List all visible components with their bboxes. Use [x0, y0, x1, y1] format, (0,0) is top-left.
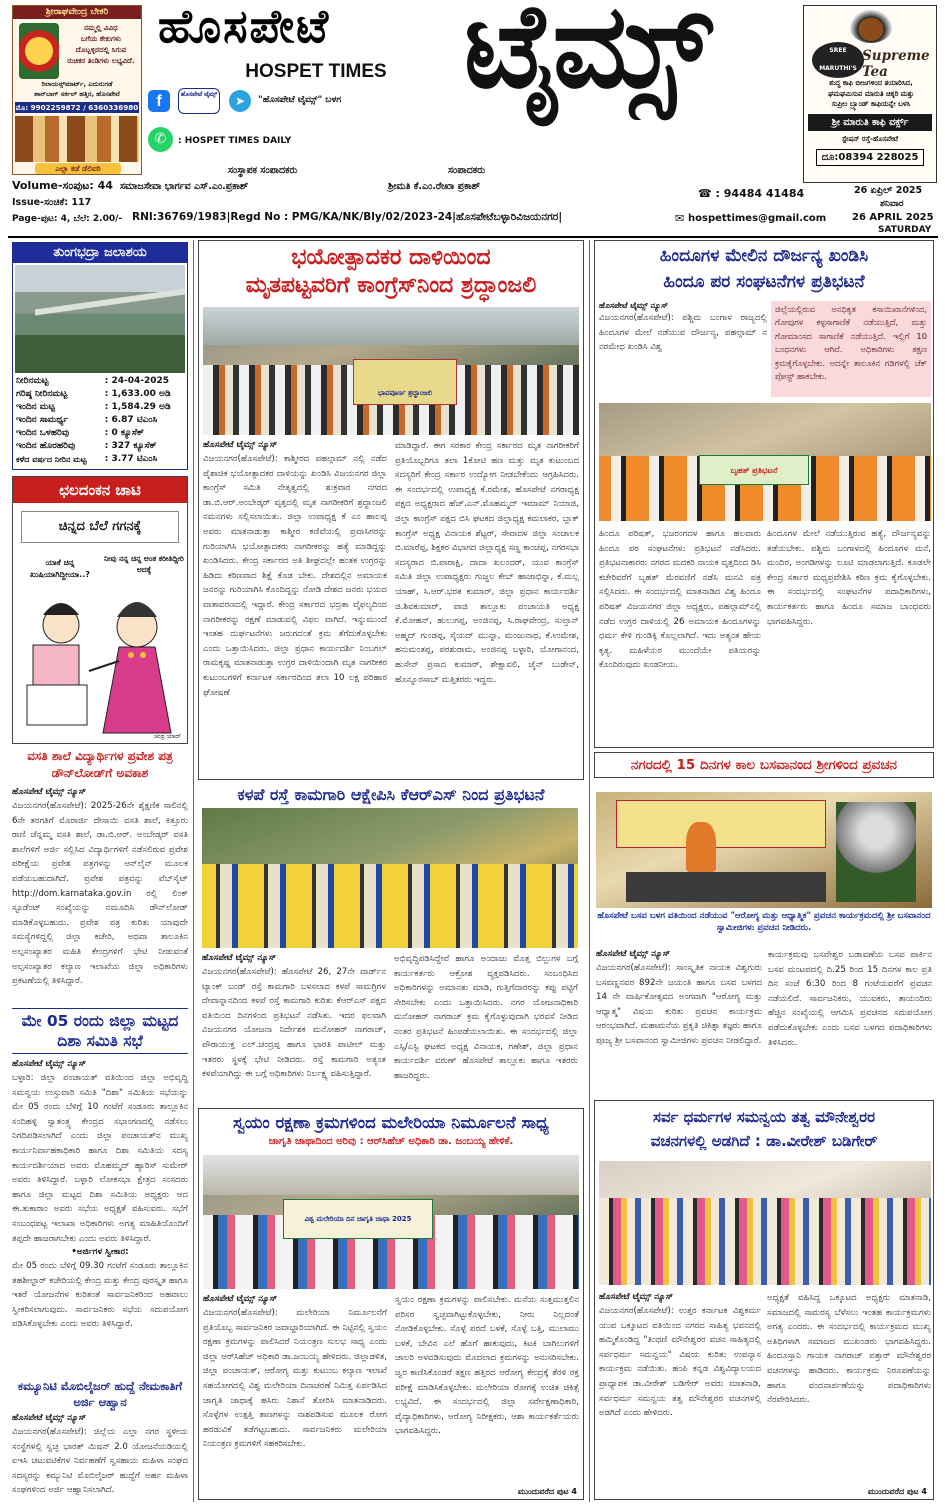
hindu-banner: ಬೃಹತ್ ಪ್ರತಿಭಟನೆ [699, 455, 809, 485]
whatsapp-icon[interactable]: ✆ [148, 127, 173, 152]
cartoon-title: ಚಿನ್ನದ ಬೆಲೆ ಗಗನಕ್ಕೆ [21, 511, 179, 543]
krs-col-2: ಅಭಿವೃದ್ಧಿಪಡಿಸಿದ್ದೇವೆ ಹಾಗೂ ಅಂದಾಜು ಮೊತ್ತ ಬಿಲ್ಲುಗಳ ಬಗ್ಗೆ ಕಾರ್ಯಕರ್ತರು ಆಕ್ರೋಶ ವ್ಯಕ್ತಪಡಿಸಿದರು. ಸಂಬಂಧಿಸಿದ ಅಧಿಕಾರಿಗಳನ್ನು ಅಮಾನತು ಮಾಡಿ, ಗುತ್ತಿಗೆದಾರರನ್ನು ಕಪ್ಪು ಪಟ್ಟಿಗೆ ಸೇರಿಸಬೇಕು ಎಂದು ಒತ್ತಾಯಿಸಿದರು. ನಗರ ಯೋಜನಾಧಿಕಾರಿ ಮನೋಹರ್ ನಾಗರಾಜ್ ಕ್ರಮ ಕೈಗೊಳ್ಳುವುದಾಗಿ ಭರವಸೆ ನೀಡಿದ ನಂತರ ಪ್ರತಿಭಟನೆ ಹಿಂಪಡೆಯಲಾಯಿತು. ಈ ಸಂದರ್ಭದಲ್ಲಿ ಜಿಲ್ಲಾ ಎಸ್ಸಿ/ಎಸ್ಟಿ ಘಟಕದ ಅಧ್ಯಕ್ಷ ವಿನಾಯಕ, ಗಣೇಶ್, ಜಿಲ್ಲಾ ಪ್ರಧಾನ ಕಾರ್ಯದರ್ಶಿ ವರುಣ್ ಹೊಸಪೇಟೆ ತಾಲ್ಲೂಕು ಹಾಗೂ ಇತರರು ಹಾಜರಿದ್ದರು. [394, 954, 578, 1081]
vachana-headline-2: ವಚನಗಳಲ್ಲಿ ಅಡಗಿದೆ : ಡಾ.ವೀರೇಶ್ ಬಡಿಗೇರ್ [650, 1132, 878, 1150]
date-kannada: 26 ಏಪ್ರಿಲ್ 2025 [854, 185, 923, 196]
hostel-title: ವಸತಿ ಶಾಲೆ ವಿದ್ಯಾರ್ಥಿಗಳ ಪ್ರವೇಶ ಪತ್ರ ಡೌನ್‌ಲೋಡ್‌ಗೆ ಅವಕಾಶ [27, 749, 173, 780]
congress-headline-1: ಭಯೋತ್ಪಾದಕರ ದಾಳಿಯಿಂದ [291, 245, 491, 270]
hindu-col-2: ಹಿಂದೂಗಳ ಮೇಲೆ ನಡೆಯುತ್ತಿರುವ ಹತ್ಯೆ, ದೌರ್ಜನ್ಯವನ್ನು ತಡೆಯಬೇಕು. ಪಶ್ಚಿಮ ಬಂಗಾಳದಲ್ಲಿ ಹಿಂದೂಗಳ ಮನೆ, ಮಂದಿರ, ಅಂಗಡಿಗಳನ್ನು ಲೂಟಿ ಮಾಡಲಾಗುತ್ತಿದೆ. ಕೂಡಲೇ ಕೇಂದ್ರ ಸರ್ಕಾರ ಮಧ್ಯಪ್ರವೇಶಿಸಿ ಕಠಿಣ ಕ್ರಮ ಕೈಗೊಳ್ಳಬೇಕು. ಈ ಸಂದರ್ಭದಲ್ಲಿ ಸಂಘಟನೆಗಳ ಪದಾಧಿಕಾರಿಗಳು, ಕಾರ್ಯಕರ್ತರು ಹಾಗೂ ಹಿಂದೂ ಸಮಾಜ ಬಾಂಧವರು ಭಾಗವಹಿಸಿದ್ದರು. [767, 529, 931, 627]
tea-line: ಘಮಘಮಿಸುವ ಮಾರುತಿ ಚಿಕ್ಕರಿ ಮತ್ತು [828, 89, 914, 98]
malaria-col-2: ಸ್ವಯಂ ರಕ್ಷಣಾ ಕ್ರಮಗಳನ್ನು ಪಾಲಿಸಬೇಕು. ಮನೆಯ ಸುತ್ತಮುತ್ತಲಿನ ಪರಿಸರ ಸ್ವಚ್ಛವಾಗಿಟ್ಟುಕೊಳ್ಳಬೇಕು, ನೀರು ನಿಲ್ಲದಂತೆ ನೋಡಿಕೊಳ್ಳಬೇಕು. ಸೊಳ್ಳೆ ಪರದೆ ಬಳಕೆ, ಸೊಳ್ಳೆ ಬತ್ತಿ, ಮುಲಾಮು ಬಳಕೆ, ಬೇವಿನ ಎಲೆ ಹೊಗೆ ಹಾಕುವುದು, ಕಿಟಕಿ ಬಾಗಿಲುಗಳಿಗೆ ಜಾಲರಿ ಅಳವಡಿಸುವುದು ಮೊದಲಾದ ಕ್ರಮಗಳನ್ನು ಅನುಸರಿಸಬೇಕು. ಜ್ವರ ಕಾಣಿಸಿಕೊಂಡರೆ ತಕ್ಷಣ ಹತ್ತಿರದ ಆರೋಗ್ಯ ಕೇಂದ್ರಕ್ಕೆ ತೆರಳಿ ರಕ್ತ ಪರೀಕ್ಷೆ ಮಾಡಿಸಿಕೊಳ್ಳಬೇಕು. ಮಲೇರಿಯಾ ರೋಗಕ್ಕೆ ಉಚಿತ ಚಿಕಿತ್ಸೆ ಲಭ್ಯವಿದೆ. ಈ ಸಂದರ್ಭದಲ್ಲಿ ಜಿಲ್ಲಾ ಸರ್ವೇಕ್ಷಣಾಧಿಕಾರಿ, ವೈದ್ಯಾಧಿಕಾರಿಗಳು, ಆರೋಗ್ಯ ನಿರೀಕ್ಷಕರು, ಆಶಾ ಕಾರ್ಯಕರ್ತೆಯರು ಭಾಗವಹಿಸಿದ್ದರು. [395, 1295, 579, 1437]
congress-headline-2: ಮೃತಪಟ್ಟವರಿಗೆ ಕಾಂಗ್ರೆಸ್‌ನಿಂದ ಶ್ರದ್ಧಾಂಜಲಿ [245, 273, 537, 298]
bakery-line: ದೊಬ್ಬಳ್ಳಿರದಲ್ಲಿ ಸಿಗುವ [75, 45, 127, 54]
bakery-ad-title: ಶ್ರೀರಾಘವೇಂದ್ರ ಬೇಕರಿ [13, 6, 141, 19]
malaria-photo [203, 1155, 579, 1289]
column-divider-right [589, 240, 590, 1502]
malaria-col-1: ವಿಜಯನಗರ(ಹೊಸಪೇಟೆ): ಮಲೇರಿಯಾ ನಿರ್ಮೂಲನೆಗೆ ಪ್ರತಿಯೊಬ್ಬ ಸಾರ್ವಜನಿಕರ ಜವಾಬ್ದಾರಿಯಾಗಿದೆ. ಈ ನಿಟ್ಟಿನಲ್ಲಿ ಸ್ವಯಂ ರಕ್ಷಣಾ ಕ್ರಮಗಳನ್ನು ಪಾಲಿಸಿದರೆ ನಿಯಂತ್ರಣ ಸುಲಭ ಸಾಧ್ಯ ಎಂದು ಜಿಲ್ಲಾ ಆರ್‌ಸಿಹೆಚ್ ಅಧಿಕಾರಿ ಡಾ.ಜಂಬಯ್ಯ ಹೇಳಿದರು. ಜಿಲ್ಲಾಡಳಿತ, ಜಿಲ್ಲಾ ಪಂಚಾಯತ್, ಆರೋಗ್ಯ ಮತ್ತು ಕುಟುಂಬ ಕಲ್ಯಾಣ ಇಲಾಖೆ ಸಹಯೋಗದಲ್ಲಿ ವಿಶ್ವ ಮಲೇರಿಯಾ ದಿನಾಚರಣೆ ನಿಮಿತ್ತ ಏರ್ಪಡಿಸಿದ ಜಾಗೃತಿ ಜಾಥಾಕ್ಕೆ ಹಸಿರು ನಿಶಾನೆ ತೋರಿಸಿ ಮಾತನಾಡಿದರು. ಸೊಳ್ಳೆಗಳ ಉತ್ಪತ್ತಿ ತಾಣಗಳನ್ನು ನಾಶಪಡಿಸುವ ಮೂಲಕ ರೋಗ ಹರಡುವಿಕೆ ತಡೆಗಟ್ಟಬಹುದು. ಸಾರ್ವಜನಿಕರು ಮಲೇರಿಯಾ ನಿಯಂತ್ರಣ ಕ್ರಮಗಳಿಗೆ ಸಹಕರಿಸಬೇಕು. [203, 1308, 387, 1450]
dam-photo [15, 265, 185, 373]
disha-body-2: ಮೇ 05 ರಂದು ಬೆಳಿಗ್ಗೆ 09.30 ಗಂಟೆಗೆ ಸಂಡೂರು ತಾಲ್ಲೂಕಿನ ತಹಶೀಲ್ದಾರ್ ಕಚೇರಿಯಲ್ಲಿ ಕೇಂದ್ರ ಮತ್ತು ಕೇಂದ್ರ ಪುರಸ್ಕೃತ ಹಾಗೂ ಇತರೆ ಯೋಜನೆಗಳ ಕುರಿತಂತೆ ಸಾರ್ವಜನಿಕರಿಂದ ಅಹವಾಲು ಸ್ವೀಕರಿಸಲಾಗುವುದು. ಸಾರ್ವಜನಿಕರು ಸಭೆಯ ಸದುಪಯೋಗ ಪಡಿಸಿಕೊಳ್ಳಬೇಕು ಎಂದು ಅವರು ತಿಳಿಸಿದ್ದಾರೆ. [12, 1261, 188, 1330]
founder-name: ಸಮಾಜಸೇವಾ ಭಾರ್ಗವ ಎಸ್.ಎಂ.ಪ್ರಕಾಶ್ [120, 181, 249, 192]
cartoon-bubble-2: ನೀವು ನನ್ನ ಚಿನ್ನ ಅಂತ ಕರೀತಿದ್ದೀರಿ ಅದಕ್ಕೆ [104, 554, 184, 574]
hindu-headline-1: ಹಿಂದೂಗಳ ಮೇಲಿನ ದೌರ್ಜನ್ಯ ಖಂಡಿಸಿ [659, 246, 869, 266]
vachana-col-2: ಅಧ್ಯಕ್ಷತೆ ವಹಿಸಿದ್ದ ಒಕ್ಕೂಟದ ಅಧ್ಯಕ್ಷರು ಮಾತನಾಡಿ, ಸಮಾಜದಲ್ಲಿ ಸಾಮರಸ್ಯ ಬೆಳೆಸಲು ಇಂತಹ ಕಾರ್ಯಕ್ರಮಗಳು ಅಗತ್ಯ ಎಂದರು. ಈ ಸಂದರ್ಭದಲ್ಲಿ ಕಾರ್ಯಕ್ರಮದ ಮುಖ್ಯ ಅತಿಥಿಗಳಾಗಿ ಸಮಾಜದ ಮುಖಂಡರು ಭಾಗವಹಿಸಿದ್ದರು. ಹಿಂದೂಸ್ತಾನಿ ಗಾಯಕ ನಾಗರಾಜ್ ಪತ್ತಾರ್ ಮೌನೇಶ್ವರರ ವಚನಗಳನ್ನು ಹಾಡಿದರು. ಕಾರ್ಯಕ್ರಮ ನಿರೂಪಣೆಯನ್ನು ಹಾಗೂ ವಂದನಾರ್ಪಣೆಯನ್ನು ಪದಾಧಿಕಾರಿಗಳು ನೆರವೇರಿಸಿದರು. [767, 1293, 931, 1406]
table-row: ಇಂದಿನ ಒಳಹರಿವು : 0 ಕ್ಯೂಸೆಕ್ [16, 428, 145, 438]
tea-address: ಸ್ಟೇಷನ್ ರಸ್ತೆ-ಹೊಸಪೇಟೆ [841, 135, 899, 143]
vachana-photo [599, 1161, 931, 1285]
hindu-col-1: ಹಿಂದೂ ಪರಿಷತ್, ಭಜರಂಗದಳ ಹಾಗೂ ಹಲವಾರು ಹಿಂದೂ ಪರ ಸಂಘಟನೆಗಳು ಪ್ರತಿಭಟನೆ ನಡೆಸಿದರು. ಪ್ರತಿಭಟನಾಕಾರರು ನಗರದ ಮದಕರಿ ನಾಯಕ ವೃತ್ತದಿಂದ ಡಿಸಿ ಕಚೇರಿವರೆಗೆ ಬೃಹತ್ ಮೆರವಣಿಗೆ ನಡೆಸಿ ಮನವಿ ಪತ್ರ ಸಲ್ಲಿಸಿದರು. ಈ ಸಂದರ್ಭದಲ್ಲಿ ಮಾತನಾಡಿದ ವಿಶ್ವ ಹಿಂದೂ ಪರಿಷತ್ ವಿಜಯನಗರ ಜಿಲ್ಲಾ ಅಧ್ಯಕ್ಷರು, ಪಹಲ್ಗಾಮ್‌ನಲ್ಲಿ ನಡೆದ ಉಗ್ರರ ದಾಳಿಯಲ್ಲಿ 26 ಅಮಾಯಕ ಹಿಂದೂಗಳನ್ನು ಧರ್ಮ ಕೇಳಿ ಗುಂಡಿಕ್ಕಿ ಕೊಲ್ಲಲಾಗಿದೆ. ಇದು ಅತ್ಯಂತ ಹೇಯ ಕೃತ್ಯ. ಮಹಿಳೆಯರ ಮುಂದೆಯೇ ಪತಿಯರನ್ನು ಕೊಂದಿರುವುದು ಖಂಡನೀಯ. [599, 529, 761, 671]
basava-col-1: ವಿಜಯನಗರ(ಹೊಸಪೇಟೆ): ಸಾಂಸ್ಕೃತಿಕ ನಾಯಕ ವಿಶ್ವಗುರು ಬಸವಣ್ಣನವರ 892ನೇ ಜಯಂತಿ ಹಾಗೂ ಬಸವ ಬಳಗದ 14 ನೇ ವಾರ್ಷಿಕೋತ್ಸವದ ಅಂಗವಾಗಿ "ಆರೋಗ್ಯ ಮತ್ತು ಆಧ್ಯಾತ್ಮ" ವಿಷಯ ಕುರಿತು ಪ್ರವಚನ ಕಾರ್ಯಕ್ರಮ ಆರಂಭವಾಗಿದೆ. ಮಹಾಮನೆಯ ಪ್ರಕೃತಿ ಚಿಕಿತ್ಸಾ ತಜ್ಞರು ಹಾಗೂ ಪೂಜ್ಯ ಶ್ರೀ ಬಸವಾನಂದ ಸ್ವಾಮೀಜಿಗಳು ಪ್ರವಚನ ನೀಡಲಿದ್ದಾರೆ. [596, 963, 762, 1046]
dam-table [14, 375, 186, 466]
krs-article [198, 784, 584, 1104]
congress-banner: ಭಾವಪೂರ್ಣ ಶ್ರದ್ಧಾಂಜಲಿ [353, 359, 457, 405]
cartoon-bubble-1: ಯಾಕೆ ಚಿನ್ನ ಖುಷಿಯಾಗಿದ್ದೀಯಾ..? [30, 558, 90, 579]
malaria-subheadline: ಜಾಗೃತಿ ಜಾಥಾದಿಂದ ಅರಿವು : ಆರ್‌ಸಿಹೆಚ್ ಅಧಿಕಾರಿ ಡಾ. ಜಂಬಯ್ಯ ಹೇಳಿಕೆ. [268, 1136, 514, 1147]
date-english: 26 APRIL 2025 [852, 212, 934, 223]
column-divider-left [193, 240, 194, 1502]
bakery-address: ರಿಲಾಯನ್ಸ್‌ಮಾರ್ಟ್, ಎದುರುಗಡೆ [41, 80, 113, 88]
vachana-article [594, 1100, 934, 1500]
registration-line: RNI:36769/1983|Regd No : PMG/KA/NK/Bly/02/2023-24|ಹೊಸಪೇಟೆಬಳ್ಳಾರಿವಿಜಯನಗರ| [132, 211, 563, 223]
basava-photo [596, 792, 932, 908]
bakery-address2: ಶಾನ್‌ಬಾಗ್ ಸರ್ಕಲ್ ಹತ್ತಿರ, ಹೊಸಪೇಟೆ [34, 89, 120, 98]
tea-line: ಸುಪ್ರೀಂ ಬ್ರ್ಯಾಂಡ್ ಕಾಫಿಯನ್ನೇ ಬಳಸಿ [831, 100, 911, 108]
congress-byline: ಹೊಸಪೇಟೆ ಟೈಮ್ಸ್ ನ್ಯೂಸ್ [203, 440, 278, 450]
tea-shop: ಶ್ರೀ ಮಾರುತಿ ಕಾಫಿ ವರ್ಕ್ಸ್ [808, 114, 932, 131]
dam-box [12, 242, 188, 470]
mail-icon: ✉ [675, 212, 685, 225]
disha-title: ಮೇ 05 ರಂದು ಜಿಲ್ಲಾ ಮಟ್ಟದ ದಿಶಾ ಸಮಿತಿ ಸಭೆ [12, 1008, 188, 1054]
masthead [8, 0, 938, 237]
day-english: SATURDAY [878, 225, 932, 235]
congress-col-1: ವಿಜಯನಗರ(ಹೊಸಪೇಟೆ): ಕಾಶ್ಮೀರದ ಪಹಲ್ಗಾಮ್ ನಲ್ಲಿ ನಡೆದ ಪೈಶಾಚಿಕ ಭಯೋತ್ಪಾದಕರ ದಾಳಿಯನ್ನು ಖಂಡಿಸಿ ವಿಜಯನಗರ ಜಿಲ್ಲಾ ಕಾಂಗ್ರೆಸ್ ಸಮಿತಿ ನೇತೃತ್ವದಲ್ಲಿ ಶುಕ್ರವಾರ ನಗರದ ಡಾ.ಬಿ.ಆರ್.ಅಂಬೇಡ್ಕರ್ ವೃತ್ತದಲ್ಲಿ ಮೃತ ನಾಗರೀಕರಿಗೆ ಶ್ರದ್ಧಾಂಜಲಿ ನಮನಗಳು ಸಲ್ಲಿಸಲಾಯಿತು. ಜಿಲ್ಲಾ ಉಪಾಧ್ಯಕ್ಷ ಕೆ ಎಂ ಹಾಲಪ್ಪ ಅವರು ಮಾತನಾಡುತ್ತಾ ಕಾಶ್ಮೀರ ಕಣಿವೆಯಲ್ಲಿ ಪ್ರವಾಸಿಗರನ್ನು ಗುರಿಯಾಗಿಸಿ ಭಯೋತ್ಪಾದಕರು ನಾಗರೀಕರನ್ನು ಹತ್ಯೆ ಮಾಡಿದ್ದನ್ನು ಖಂಡಿಸಿದರು. ಕೇಂದ್ರ ಸರ್ಕಾರದ ಅತಿ ಶೀಘ್ರದಲ್ಲೇ ಹಂತಕ ಉಗ್ರರನ್ನು ಹಿಡಿದು ಕಠಿಣವಾದ ಶಿಕ್ಷೆ ಕೊಡ ಬೇಕು. ದೇಶದಲ್ಲಿನ ಅಮಾಯಕ ಜನರನ್ನು ಗುರಿಯಾಗಿಸಿ ಕೊಂದಿದ್ದನ್ನು ನೋಡಿ ದೇಶದ ಜನರು ಭಯದ ವಾತಾವರಣದಲ್ಲಿ ಇದ್ದಾರೆ. ಕೇಂದ್ರ ಸರ್ಕಾರದ ಭದ್ರತಾ ವೈಫಲ್ಯದಿಂದ ನಾಗರೀಕರನ್ನು ರಕ್ಷಣೆ ಮಾಡುವಲ್ಲಿ ವಿಫಲ ವಾಗಿದೆ. ಇನ್ನುಮುಂದೆ ಇಂತಹ ದುರ್ಘಟನೆಗಳು ಜರುಗದಂತೆ ಕ್ರಮ ತೆಗೆದುಕೊಳ್ಳಬೇಕು ಎಂದು ಒತ್ತಾಯಿಸಿದರು. ಜಿಲ್ಲಾ ಪ್ರಧಾನ ಕಾರ್ಯದರ್ಶಿ ನಿಂಬಗಲ್ ರಾಮಕೃಷ್ಣ ಮಾತನಾಡುತ್ತಾ ಉಗ್ರರ ದಾಳಿಯಿಂದಾಗಿ ಮೃತ ನಾಗರೀಕರ ಕುಟುಂಬಗಳಿಗೆ ಕರ್ನಾಟಕ ಸರ್ಕಾರದಿಂದ ತಲಾ 10 ಲಕ್ಷ ಪರಿಹಾರ ಘೋಷಣೆ [203, 454, 387, 698]
hindu-highlight-box: ಜಿಲ್ಲೆಯಲ್ಲಿರುವ ಅನಧಿಕೃತ ಕಸಾಯಿಖಾನೆಗಳಿಂದ, ಗೋವುಗಳ ಕಳ್ಳಸಾಗಾಣಿಕೆ ನಡೆಯುತ್ತಿದೆ, ಮತ್ತು ಗೋಮಾಂಸದ ಸಾಗಾಣಿಕೆ ನಡೆಯುತ್ತಿದೆ. ಇಲ್ಲಿಗೆ 10 ಬಂಧನಗಳು ಆಗಿವೆ. ಅಧಿಕಾರಿಗಳು ತಕ್ಷಣ ಕ್ರಮಕೈಗೊಳ್ಳಬೇಕು. ಅದನ್ನೇ ತಾಲೂಕಿನ ಗಡಿಗಳಲ್ಲಿ ಚೆಕ್ ಪೋಸ್ಟ್ ಹಾಕಬೇಕು. [771, 301, 931, 397]
vachana-col-1: ವಿಜಯನಗರ(ಹೊಸಪೇಟೆ): ಉತ್ತರ ಕರ್ನಾಟಕ ವಿಶ್ವಕರ್ಮ ಯುವ ಒಕ್ಕೂಟದ ವತಿಯಿಂದ ನಗರದ ಸಾಹಿತ್ಯ ಭವನದಲ್ಲಿ ಹಮ್ಮಿಕೊಂಡಿದ್ದ "ತಿಂಥಣಿ ಮೌನೇಶ್ವರರ ವಚನ ಸಾಹಿತ್ಯದಲ್ಲಿ ಸರ್ವಧರ್ಮ ಸಮನ್ವಯ" ವಿಷಯ ಕುರಿತು ಉಪನ್ಯಾಸ ಕಾರ್ಯಕ್ರಮ ನಡೆಯಿತು. ಹಂಪಿ ಕನ್ನಡ ವಿಶ್ವವಿದ್ಯಾಲಯದ ಪ್ರಾಧ್ಯಾಪಕ ಡಾ.ವೀರೇಶ್ ಬಡಿಗೇರ್ ಅವರು ಮಾತನಾಡಿ, ಸರ್ವಧರ್ಮ ಸಮನ್ವಯ ತತ್ವ ಮೌನೇಶ್ವರರ ವಚನಗಳಲ್ಲಿ ಅಡಗಿದೆ ಎಂದು ಹೇಳಿದರು. [599, 1306, 761, 1419]
telegram-icon[interactable]: ➤ [229, 90, 251, 112]
bakery-phone: ಮೊ: 9902259872 / 6360336980 [15, 103, 139, 112]
disha-body: ಬಳ್ಳಾರಿ: ಜಿಲ್ಲಾ ಪಂಚಾಯತ್ ವತಿಯಿಂದ ಜಿಲ್ಲಾ ಅಭಿವೃದ್ಧಿ ಸಮನ್ವಯ ಉಸ್ತುವಾರಿ ಸಮಿತಿ "ದಿಶಾ" ಸಮಿತಿಯ ಸಭೆಯನ್ನು ಮೇ 05 ರಂದು ಬೆಳಿಗ್ಗೆ 10 ಗಂಟೆಗೆ ಸಂಡೂರು ತಾಲ್ಲೂಕಿನ ಸಂದಿಹಳ್ಳಿ ಸ್ವಾತಂತ್ರ್ಯ ಕೇಂದ್ರದ ಸಭಾಂಗಣದಲ್ಲಿ ನಡೆಸಲು ನಿಗದಿಪಡಿಸಲಾಗಿದೆ ಎಂದು ಜಿಲ್ಲಾ ಪಂಚಾಯತ್‌ನ ಮುಖ್ಯ ಕಾರ್ಯನಿರ್ವಾಹಕಾಧಿಕಾರಿ ಹಾಗೂ ದಿಶಾ ಸಮಿತಿಯ ಸದಸ್ಯ ಕಾರ್ಯದರ್ಶಿಯಾದ ಅವರು ಮೊಹಮ್ಮದ್ ಹ್ಯಾರಿಸ್ ಸುಮೇರ್ ಅವರು ತಿಳಿಸಿದ್ದಾರೆ. ಬಳ್ಳಾರಿ ಲೋಕಸಭಾ ಕ್ಷೇತ್ರದ ಸಂಸದರು ಹಾಗೂ ಜಿಲ್ಲಾ ಮಟ್ಟದ ದಿಶಾ ಸಮಿತಿಯ ಅಧ್ಯಕ್ಷರು ಆದ ಈ.ತುಕಾರಾಂ ಅವರು ಸಭೆಯ ಅಧ್ಯಕ್ಷತೆ ವಹಿಸುವರು. ಸಭೆಗೆ ಸಂಬಂಧಪಟ್ಟ ಇಲಾಖಾ ಅಧಿಕಾರಿಗಳು ಅಗತ್ಯ ಮಾಹಿತಿಯೊಂದಿಗೆ ತಪ್ಪದೇ ಹಾಜರಾಗಬೇಕು ಎಂದು ಅವರು ತಿಳಿಸಿದ್ದಾರೆ. [12, 1073, 188, 1244]
malaria-continued: ಮುಂದುವರೆದ ಪುಟ 4 [517, 1487, 577, 1496]
facebook-icon[interactable]: f [148, 90, 170, 112]
bakery-line: ರುಚಿಕರ ತಿಂಡಿಗಳು ಲಭ್ಯವಿದೆ. [67, 56, 135, 65]
bakery-cakes-photo [15, 116, 139, 162]
day-kannada: ಶನಿವಾರ [880, 199, 904, 209]
masthead-rule [8, 236, 938, 238]
hindu-headline-2: ಹಿಂದೂ ಪರ ಸಂಘಟನೆಗಳ ಪ್ರತಿಭಟನೆ [663, 272, 865, 292]
paper-title-kannada: ಹೊಸಪೇಟೆ [158, 0, 331, 53]
tea-line: ಶುದ್ಧ ಕಾಫಿ ಬೀಜಗಳಿಂದ ತಯಾರಿಸಿದ, [829, 79, 913, 87]
hostel-article [12, 748, 188, 1006]
hindu-article [594, 240, 934, 748]
tea-brand: SREE MARUTHI'S [812, 42, 864, 78]
bakery-ad [12, 5, 142, 175]
bakery-line: ನಮ್ಮಲ್ಲಿ ವಿವಿಧ [84, 23, 118, 32]
congress-photo [203, 307, 579, 435]
bakery-logo [19, 23, 59, 79]
whatsapp-label: : HOSPET TIMES DAILY [178, 136, 292, 146]
tea-phone: ದೂ:08394 228025 [816, 149, 924, 166]
hindu-photo [599, 403, 931, 521]
malaria-byline: ಹೊಸಪೇಟೆ ಟೈಮ್ಸ್ ನ್ಯೂಸ್ [203, 1294, 278, 1304]
table-row: ಗರಿಷ್ಠ ನೀರಿನಮಟ್ಟ : 1,633.00 ಅಡಿ [16, 389, 171, 399]
issue-label: Issue-ಸಂಚಿಕೆ: 117 [12, 197, 92, 208]
vachana-byline: ಹೊಸಪೇಟೆ ಟೈಮ್ಸ್ ನ್ಯೂಸ್ [599, 1292, 674, 1302]
vachana-headline-1: ಸರ್ವ ಧರ್ಮಗಳ ಸಮನ್ವಯ ತತ್ವ ಮೌನೇಶ್ವರರ [652, 1108, 876, 1126]
editor-label: ಸಂಪಾದಕರು [448, 165, 486, 176]
table-row: ನೀರಿನಮಟ್ಟ : 24-04-2025 [16, 376, 170, 386]
community-title: ಕಮ್ಯೂನಿಟಿ ಮೊಬಿಲೈಜರ್ ಹುದ್ದೆ ನೇಮಕಾತಿಗೆ ಅರ್ಜಿ ಆಹ್ವಾನ [17, 1379, 183, 1409]
bakery-line: ಬಗೆಯ ಕೇಕುಗಳು [80, 34, 122, 43]
cartoon-artist: ಚಂದ್ರ ಯಾದ್ [153, 733, 181, 740]
tea-product: Supreme Tea [862, 48, 930, 80]
statue-figure [836, 802, 916, 902]
disha-article [12, 1008, 188, 1376]
disha-subhead: •ಅರ್ಜಿಗಳ ಸ್ವೀಕಾರ: [71, 1247, 129, 1257]
editor-name: ಶ್ರೀಮತಿ ಕೆ.ಎಂ.ರೇಖಾ ಪ್ರಕಾಶ್ [388, 181, 481, 192]
krs-col-1: ವಿಜಯನಗರ(ಹೊಸಪೇಟೆ): ಹೊಸಪೇಟೆ 26, 27ನೇ ವಾರ್ಡ್‌ನ ಟ್ಯಾಂಕ್ ಬಂಡ್ ರಸ್ತೆ ಕಾಮಗಾರಿ ಬಳಸಲಾದ ಕಳಪೆ ಸಾಮಗ್ರಿಗಳ ದೇವಾನ್ನಾನದಿಂದ ಕಳಪೆ ರಸ್ತೆ ಕಾಮಗಾರಿ ಕುರಿತು ಕೆಆರ್‌ಎಸ್ ಪಕ್ಷದ ವತಿಯಿಂದ ದಿನಗಳಿಂದ ಪ್ರತಿಭಟನೆ ನಡೆಸಿತು. ಇದರ ಫಲವಾಗಿ ವಿಜಯನಗರ ಯೋಜನಾ ನಿರ್ದೇಶಕ ಮನೋಹರ್ ನಾಗರಾಜ್, ಪೌರಾಯುಕ್ತ ಎಲ್.ಚಂದ್ರಪ್ಪ ಹಾಗೂ ಭಾರತಿ ಪಾಟೀಲ್ ಮತ್ತು ಇತರರು ಸ್ಥಳಕ್ಕೆ ಭೇಟಿ ನೀಡಿದರು. ರಸ್ತೆ ಕಾಮಗಾರಿ ಅತ್ಯಂತ ಕಳಪೆಯಾಗಿದ್ದು ಈ ಬಗ್ಗೆ ಅಧಿಕಾರಿಗಳು ನಿರ್ಲಕ್ಷ್ಯ ವಹಿಸುತ್ತಿದ್ದಾರೆ. [202, 967, 386, 1080]
phone-number: ☎ : 94484 41484 [698, 187, 805, 200]
table-row: ಇಂದಿನ ಮಟ್ಟ : 1,584.29 ಅಡಿ [16, 402, 171, 412]
basava-caption: ಹೊಸಪೇಟೆ ಬಸವ ಬಳಗ ವತಿಯಿಂದ ನಡೆಯುವ "ಆರೋಗ್ಯ ಮತ್ತು ಆಧ್ಯಾತ್ಮಿಕ" ಪ್ರವಚನ ಕಾರ್ಯಕ್ರಮದಲ್ಲಿ ಶ್ರೀ ಬಸವಾನಂದ ಸ್ವಾಮೀಜಿಗಳು ಪ್ರವಚನ ನೀಡಿದರು. [597, 911, 931, 933]
cartoon-section-title: ಛಲದಂಕನ ಚಾಟಿ [13, 477, 187, 503]
paper-title-english: HOSPET TIMES [245, 61, 387, 82]
malaria-banner: ವಿಶ್ವ ಮಲೇರಿಯಾ ದಿನ ಜಾಗೃತಿ ಜಾಥಾ 2025 [283, 1199, 433, 1239]
paper-logo-icon: ಹೊಸಪೇಟೆ ಟೈಮ್ಸ್ [178, 88, 220, 114]
disha-byline: ಹೊಸಪೇಟೆ ಟೈಮ್ಸ್ ನ್ಯೂಸ್ [12, 1059, 87, 1069]
speaker-figure [686, 822, 716, 872]
stage-banner [616, 800, 826, 848]
community-article [12, 1378, 188, 1500]
founder-label: ಸಂಸ್ಥಾಪಕ ಸಂಪಾದಕರು [228, 165, 298, 176]
basava-col-2: ಕಾರ್ಯಕ್ರಮವು ಬಸವೇಶ್ವರ ಬಡಾವಣೆಯ ಬಸವ ಪಾರ್ಕಿನ ಬಸವ ಮಂಟಪದಲ್ಲಿ ದಿ.25 ರಿಂದ 15 ದಿನಗಳ ಕಾಲ ಪ್ರತಿ ದಿನ ಸಂಜೆ 6:30 ರಿಂದ 8 ಗಂಟೆಯವರೆಗೆ ಪ್ರವಚನ ನಡೆಯಲಿದೆ. ಸಾರ್ವಜನಿಕರು, ಯುವಕರು, ತಾಯಂದಿರು ಹೆಚ್ಚಿನ ಸಂಖ್ಯೆಯಲ್ಲಿ ಆಗಮಿಸಿ ಪ್ರವಚನದ ಸದುಪಯೋಗ ಪಡೆದುಕೊಳ್ಳಬೇಕು ಎಂದು ಬಸವ ಬಳಗದ ಪದಾಧಿಕಾರಿಗಳು ತಿಳಿಸಿದರು. [768, 950, 932, 1048]
table-row: ಇಂದಿನ ಸಾಮರ್ಥ್ಯ : 6.87 ಟಿಎಂಸಿ [16, 415, 158, 425]
dam-title: ತುಂಗಭದ್ರಾ ಜಲಾಶಯ [13, 243, 187, 263]
hindu-intro: ವಿಜಯನಗರ(ಹೊಸಪೇಟೆ): ಪಶ್ಚಿಮ ಬಂಗಾಳ ರಾಜ್ಯದಲ್ಲಿ ಹಿಂದೂಗಳ ಮೇಲೆ ನಡೆಯುವ ದೌರ್ಜನ್ಯ, ಪಹಲ್ಗಾಮ್ ನ ನರಮೇಧ ಖಂಡಿಸಿ ವಿಶ್ವ [599, 313, 767, 353]
table-row: ಕಳೆದ ವರ್ಷದ ನೀರಿನ ಮಟ್ಟ : 3.77 ಟಿಎಂಸಿ [16, 454, 158, 464]
telegram-group-label: "ಹೊಸಪೇಟೆ ಟೈಮ್ಸ್" ಬಳಗ [258, 95, 342, 105]
email-address[interactable]: hospettimes@gmail.com [688, 213, 827, 224]
pages-label: Page-ಪುಟ: 4, ಬೆಲೆ: 2.00/- [12, 214, 123, 224]
community-byline: ಹೊಸಪೇಟೆ ಟೈಮ್ಸ್ ನ್ಯೂಸ್ [12, 1413, 87, 1423]
hindu-byline: ಹೊಸಪೇಟೆ ಟೈಮ್ಸ್ ನ್ಯೂಸ್ [599, 301, 668, 310]
malaria-headline: ಸ್ವಯಂ ರಕ್ಷಣಾ ಕ್ರಮಗಳಿಂದ ಮಲೇರಿಯಾ ನಿರ್ಮೂಲನೆ ಸಾಧ್ಯ [233, 1113, 549, 1132]
tea-ad [803, 5, 937, 183]
malaria-article [198, 1108, 584, 1500]
volume-label: Volume-ಸಂಪುಟ: 44 [12, 179, 113, 192]
paper-title-times: ಟೈಮ್ಸ್ [464, 0, 708, 114]
krs-headline: ಕಳಪೆ ರಸ್ತೆ ಕಾಮಗಾರಿ ಆಕ್ಷೇಪಿಸಿ ಕೆಆರ್‌ಎಸ್ ನಿಂದ ಪ್ರತಿಭಟನೆ [237, 785, 545, 804]
tea-cup-icon [849, 9, 893, 43]
vachana-continued: ಮುಂದುವರೆದ ಪುಟ 4 [867, 1487, 927, 1496]
table-row: ಇಂದಿನ ಹೊರಹರಿವು : 327 ಕ್ಯೂಸೆಕ್ [16, 441, 157, 451]
basava-article [594, 752, 934, 1096]
krs-byline: ಹೊಸಪೇಟೆ ಟೈಮ್ಸ್ ನ್ಯೂಸ್ [202, 953, 277, 963]
hostel-body: ವಿಜಯನಗರ(ಹೊಸಪೇಟೆ): 2025-26ನೇ ಶೈಕ್ಷಣಿಕ ಸಾಲಿನಲ್ಲಿ 6ನೇ ತರಗತಿಗೆ ಮೊರಾರ್ಜಿ ದೇಸಾಯಿ ವಸತಿ ಶಾಲೆ, ಕಿತ್ತೂರು ರಾಣಿ ಚೆನ್ನಮ್ಮ ವಸತಿ ಶಾಲೆ, ಡಾ.ಬಿ.ಆರ್. ಅಂಬೇಡ್ಕರ್ ವಸತಿ ಶಾಲೆಗಳಿಗೆ ಅರ್ಜಿ ಸಲ್ಲಿಸಿದ ವಿದ್ಯಾರ್ಥಿಗಳಿಗೆ ನಡೆಸಲಿರುವ ಪ್ರವೇಶ ಪರೀಕ್ಷೆಯ ಪ್ರವೇಶ ಪತ್ರಗಳನ್ನು ಆನ್‌ಲೈನ್ ಮೂಲಕ ಪಡೆಯಬಹುದಾಗಿದೆ. ಪ್ರವೇಶ ಪತ್ರವನ್ನು ವೆಬ್‌ಸೈಟ್ http://dom.karnataka.gov.in ರಲ್ಲಿ ಲಿಂಕ್ ಸ್ಟೂಡೆಂಟ್ ಸಂಖ್ಯೆಯನ್ನು ನಮೂದಿಸಿ ಡೌನ್‌ಲೋಡ್ ಮಾಡಿಕೊಳ್ಳಬಹುದು. ಪ್ರವೇಶ ಪತ್ರ ಕುರಿತು ಯಾವುದೇ ಸಮಸ್ಯೆಗಳಿದ್ದಲ್ಲಿ ಜಿಲ್ಲಾ ಕಚೇರಿ, ಅಥವಾ ತಾಲೂಕಿನ ಅಲ್ಪಸಂಖ್ಯಾತರ ಮಹಿತಿ ಕೇಂದ್ರಗಳಿಗೆ ಭೇಟಿ ನೀಡುವಂತೆ ಅಲ್ಪಸಂಖ್ಯಾತರ ಕಲ್ಯಾಣ ಇಲಾಖೆಯ ಜಿಲ್ಲಾ ಅಧಿಕಾರಿಗಳು ಪ್ರಕಟಣೆಯಲ್ಲಿ ತಿಳಿಸಿದ್ದಾರೆ. [12, 801, 188, 987]
community-body: ವಿಜಯನಗರ(ಹೊಸಪೇಟೆ): ಜಿಲ್ಲೆಯ ಎಲ್ಲಾ ನಗರ ಸ್ಥಳೀಯ ಸಂಸ್ಥೆಗಳಲ್ಲಿ ಸ್ವಚ್ಛ ಭಾರತ್ ಮಿಷನ್ 2.0 ಯೋಜನೆಯಡಿಯಲ್ಲಿ ಐಇಸಿ ಚಟುವಟಿಕೆಗಳ ನಿರ್ವಹಣೆಗೆ ಸ್ವಸಹಾಯ ಮಹಿಳಾ ಸಂಘದ ಸದಸ್ಯರನ್ನು ಕಮ್ಯುನಿಟಿ ಮೊಬಿಲೈಜರ್ ಹುದ್ದೆಗೆ ಅರ್ಹ ಮಹಿಳಾ ಸಂಘಗಳಿಂದ ಅರ್ಜಿ ಆಹ್ವಾನಿಸಲಾಗಿದೆ. [12, 1427, 188, 1496]
cartoon-box [12, 476, 188, 744]
stage-table [626, 872, 826, 902]
cartoon-drawing [19, 585, 183, 739]
basava-byline: ಹೊಸಪೇಟೆ ಟೈಮ್ಸ್ ನ್ಯೂಸ್ [596, 949, 671, 959]
congress-col-2: ಮಾಡಿದ್ದಾರೆ. ಈಗ ಸರಕಾರ ಕೇಂದ್ರ ಸರ್ಕಾರದ ಮೃತ ನಾಗರೀಕರಿಗೆ ಪ್ರತಿಯೊಬ್ಬರಿಗೂ ತಲಾ 1ಕೋಟಿ ಹಣ ಮತ್ತು ಮೃತ ಕುಟುಂಬದ ಸದಸ್ಯರಿಗೆ ಕೇಂದ್ರ ಸರ್ಕಾರ ಉದ್ಯೋಗ ನೀಡಬೇಕೆಂದು ಆಗ್ರಹಿಸಿದರು. ಈ ಸಂದರ್ಭದಲ್ಲಿ ಉಪಾಧ್ಯಕ್ಷ ಕೆ.ರಮೇಶ, ಹೊಸಪೇಟೆ ನಗರಾಧ್ಯಕ್ಷ ಪಕ್ಷದ ಅಧ್ಯಕ್ಷರಾದ ಹೆಚ್.ಎನ್.ಮೊಹಮ್ಮದ್ ಇಮಾಮ್ ನಿಯಾಜಿ, ಜಿಲ್ಲಾ ಕಾಂಗ್ರೆಸ್ ಪಕ್ಷದ ಬಿಸಿ ಘಟಕದ ಜಿಲ್ಲಾಧ್ಯಕ್ಷ ಕಮಲಾಕರ, ಬ್ಲಾಕ್ ಕಾಂಗ್ರೆಸ್ ಅಧ್ಯಕ್ಷ ವಿನಾಯಕ ಶೆಟ್ಟರ್, ಸೇವಾದಳ ಜಿಲ್ಲಾ ಸಂಚಾಲಕ ಬಿ.ಮಾರೆಪ್ಪ, ಶಿಕ್ಷಕರ ವಿಭಾಗದ ಜಿಲ್ಲಾಧ್ಯಕ್ಷ ಸಣ್ಣ ಕಾಂಚಪ್ಪ, ನಗರಸಭಾ ಸದಸ್ಯರಾದ ಬಿ.ಪಾರಾಕ್ಷಿ, ದಾದಾ ಖಲಂದರ್, ಯುವ ಕಾಂಗ್ರೆಸ್ ಸಮಿತಿ ಜಿಲ್ಲಾ ಉಪಾಧ್ಯಕ್ಷರು ಗುಜ್ಜಲ ಕೇಬ್ ಹಾಜಾಭಿನ್ನಾ, ಕೆ.ಮಲ್ಲ ಯಾಹ್, ಸಿ.ಆರ್.ಭರತ ಕುಮಾರ್, ಜಿಲ್ಲಾ ಪ್ರಧಾನ ಕಾರ್ಯದರ್ಶಿ ಜಿ.ಶಿವಕುಮಾರ್, ವಾಜಿ ತಾಲ್ಲೂಕು ಪಂಚಾಯತಿ ಅಧ್ಯಕ್ಷ ಕೆ.ಮೋಹನ್, ಹುಲುಗಪ್ಪ, ಅಂಜಿನಪ್ಪ, ಸಿ.ರಾಘವೇಂದ್ರ, ಸುಲ್ತಾನ್ ಅಹ್ಮದ್ ಗುಂಡಪ್ಪ, ಸೈಯದ್ ಮುನ್ನಾ, ಮಂಜುನಾಥ, ಕೆ.ಉಮೇಶ, ಹನುಮಂತಪ್ಪ, ಪರಶುರಾಮ, ಅಂಜಿನಪ್ಪ ಬಳ್ಳಾರಿ, ಯೋಗಾನಂದ, ಹುಸೇನ್ ಪ್ರಸಾದ ಕುಮಾರ್, ಶೇಕ್ಷಾವಲಿ, ಜೈನ್ ಬುಡೇನ್, ಹೊನ್ನೂರಸಾಬ್ ಮತ್ತಿತರರು ಇದ್ದರು. [395, 441, 579, 685]
krs-photo [202, 808, 578, 948]
hostel-byline: ಹೊಸಪೇಟೆ ಟೈಮ್ಸ್ ನ್ಯೂಸ್ [12, 787, 87, 797]
basava-headline: ನಗರದಲ್ಲಿ 15 ದಿನಗಳ ಕಾಲ ಬಸವಾನಂದ ಶ್ರೀಗಳಿಂದ ಪ್ರವಚನ [594, 752, 934, 778]
congress-article [198, 240, 584, 780]
bakery-footer: ಎಲ್ಲಾ ಕಡೆ ಡೆಲಿವರಿ [35, 163, 121, 174]
